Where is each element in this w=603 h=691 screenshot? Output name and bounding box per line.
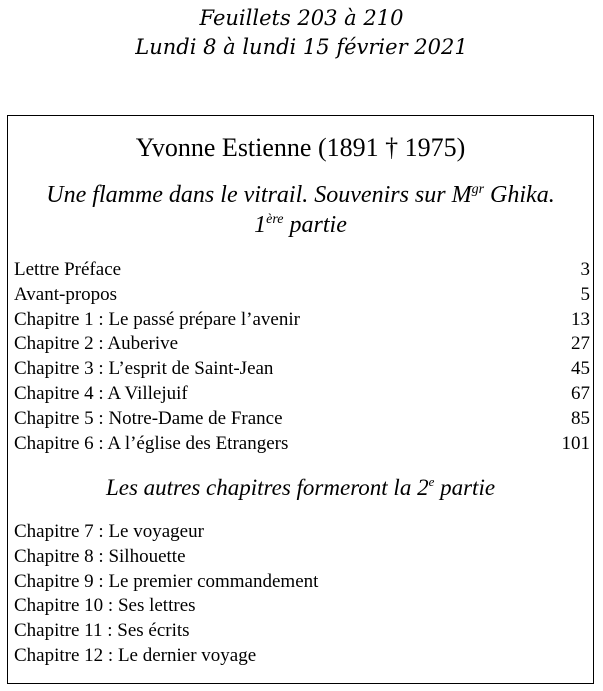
toc-entry	[14, 283, 590, 308]
toc-entry-label: Chapitre 10 : Ses lettres	[14, 595, 196, 617]
book-title-superscript: gr	[471, 182, 485, 197]
toc-entry-page: 101	[561, 432, 590, 454]
note-text: Les autres chapitres formeront la 2	[105, 475, 429, 500]
book-part-line	[8, 210, 593, 240]
toc-entry-page: 27	[571, 333, 590, 355]
toc-entry-page: 5	[580, 283, 590, 305]
toc-entry-label: Chapitre 9 : Le premier commandement	[14, 570, 319, 592]
toc-entry-label: Chapitre 12 : Le dernier voyage	[14, 644, 257, 666]
toc-entry-label: Chapitre 5 : Notre-Dame de France	[14, 407, 283, 429]
book-title	[8, 180, 593, 240]
toc-entry	[14, 619, 590, 644]
toc-entry	[14, 432, 590, 457]
part-number: 1	[254, 212, 267, 238]
toc-entry-page: 67	[571, 382, 590, 404]
toc-entry-label: Chapitre 2 : Auberive	[14, 333, 179, 355]
toc-entry-label: Avant-propos	[14, 283, 118, 305]
toc-entry	[14, 545, 590, 570]
author-heading: Yvonne Estienne (1891 † 1975)	[135, 133, 466, 162]
toc-entry-page: 13	[571, 308, 590, 330]
table-of-contents-part-1	[14, 258, 590, 456]
toc-entry-label: Lettre Préface	[14, 259, 122, 280]
header-sheets-range: Feuillets 203 à 210	[199, 6, 404, 30]
toc-entry	[14, 407, 590, 432]
toc-entry	[14, 308, 590, 333]
toc-entry-label: Chapitre 4 : A Villejuif	[14, 382, 188, 404]
part-number-superscript: ère	[266, 212, 284, 227]
toc-entry	[14, 382, 590, 407]
toc-entry	[14, 570, 590, 595]
toc-entry	[14, 644, 590, 669]
toc-entry-label: Chapitre 6 : A l’église des Etrangers	[14, 432, 289, 454]
part-2-note	[8, 473, 593, 503]
part-word: partie	[283, 212, 347, 238]
toc-entry-page: 3	[580, 259, 590, 280]
book-title-text: Une flamme dans le vitrail. Souvenirs sur M	[46, 182, 472, 208]
toc-entry-label: Chapitre 1 : Le passé prépare l’avenir	[14, 308, 300, 330]
toc-entry	[14, 258, 590, 283]
toc-entry-page: 85	[571, 407, 590, 429]
page-header	[0, 4, 603, 62]
header-date-range: Lundi 8 à lundi 15 février 2021	[135, 35, 468, 59]
book-title-line	[8, 180, 593, 210]
book-title-text-end: Ghika.	[484, 182, 555, 208]
toc-entry	[14, 357, 590, 382]
contents-box	[7, 115, 594, 684]
toc-entry	[14, 332, 590, 357]
toc-entry	[14, 520, 590, 545]
toc-entry-label: Chapitre 7 : Le voyageur	[14, 521, 204, 542]
toc-entry-page: 45	[571, 358, 590, 380]
toc-entry	[14, 594, 590, 619]
note-superscript: e	[428, 474, 435, 489]
toc-entry-label: Chapitre 3 : L’esprit de Saint-Jean	[14, 358, 274, 380]
note-text-end: partie	[434, 475, 496, 500]
table-of-contents-part-2	[14, 520, 590, 669]
toc-entry-label: Chapitre 11 : Ses écrits	[14, 620, 190, 642]
toc-entry-label: Chapitre 8 : Silhouette	[14, 545, 186, 567]
